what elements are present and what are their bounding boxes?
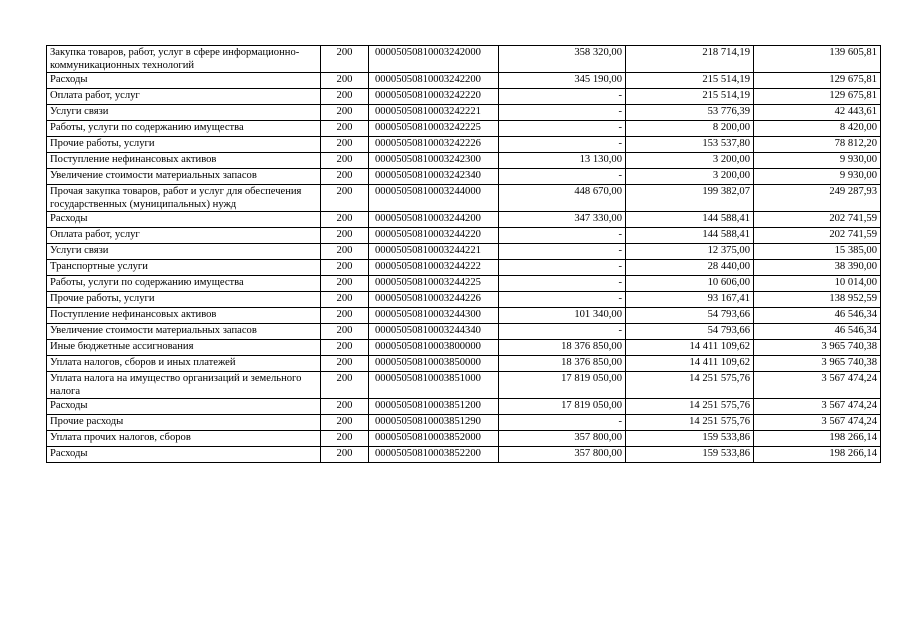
table-row <box>47 73 881 89</box>
cell-approved-amount: - <box>499 292 626 308</box>
table-row <box>47 46 881 73</box>
cell-line-code: 200 <box>321 415 369 431</box>
cell-line-code: 200 <box>321 399 369 415</box>
cell-budget-classification-code: 00005050810003852000 <box>369 431 499 447</box>
cell-expense-name: Услуги связи <box>47 244 321 260</box>
cell-approved-amount: 17 819 050,00 <box>499 399 626 415</box>
cell-expense-name: Работы, услуги по содержанию имущества <box>47 276 321 292</box>
cell-line-code: 200 <box>321 89 369 105</box>
table-row <box>47 153 881 169</box>
cell-line-code: 200 <box>321 447 369 463</box>
cell-unexecuted-amount: 129 675,81 <box>754 73 881 89</box>
cell-expense-name: Прочие расходы <box>47 415 321 431</box>
table-row <box>47 212 881 228</box>
cell-expense-name: Оплата работ, услуг <box>47 89 321 105</box>
cell-expense-name: Закупка товаров, работ, услуг в сфере информационно-коммуникационных технологий <box>47 46 321 73</box>
cell-unexecuted-amount: 8 420,00 <box>754 121 881 137</box>
cell-executed-amount: 12 375,00 <box>626 244 754 260</box>
cell-approved-amount: - <box>499 105 626 121</box>
cell-budget-classification-code: 00005050810003242220 <box>369 89 499 105</box>
table-row <box>47 447 881 463</box>
cell-executed-amount: 153 537,80 <box>626 137 754 153</box>
cell-expense-name: Поступление нефинансовых активов <box>47 153 321 169</box>
cell-executed-amount: 53 776,39 <box>626 105 754 121</box>
table-row <box>47 356 881 372</box>
cell-approved-amount: 357 800,00 <box>499 447 626 463</box>
cell-line-code: 200 <box>321 276 369 292</box>
cell-budget-classification-code: 00005050810003244220 <box>369 228 499 244</box>
cell-expense-name: Прочая закупка товаров, работ и услуг для обеспечения государственных (муниципальных) нужд <box>47 185 321 212</box>
cell-line-code: 200 <box>321 340 369 356</box>
cell-budget-classification-code: 00005050810003800000 <box>369 340 499 356</box>
cell-unexecuted-amount: 3 965 740,38 <box>754 356 881 372</box>
cell-executed-amount: 3 200,00 <box>626 153 754 169</box>
cell-unexecuted-amount: 9 930,00 <box>754 153 881 169</box>
budget-table-page <box>46 45 880 463</box>
cell-line-code: 200 <box>321 308 369 324</box>
cell-unexecuted-amount: 15 385,00 <box>754 244 881 260</box>
cell-unexecuted-amount: 138 952,59 <box>754 292 881 308</box>
table-row <box>47 121 881 137</box>
table-row <box>47 260 881 276</box>
cell-expense-name: Уплата налога на имущество организаций и земельного налога <box>47 372 321 399</box>
cell-approved-amount: - <box>499 137 626 153</box>
cell-line-code: 200 <box>321 137 369 153</box>
table-row <box>47 105 881 121</box>
cell-budget-classification-code: 00005050810003242225 <box>369 121 499 137</box>
cell-approved-amount: - <box>499 89 626 105</box>
cell-expense-name: Прочие работы, услуги <box>47 137 321 153</box>
table-row <box>47 276 881 292</box>
cell-line-code: 200 <box>321 372 369 399</box>
cell-unexecuted-amount: 3 567 474,24 <box>754 415 881 431</box>
cell-executed-amount: 218 714,19 <box>626 46 754 73</box>
cell-line-code: 200 <box>321 105 369 121</box>
cell-line-code: 200 <box>321 212 369 228</box>
cell-unexecuted-amount: 10 014,00 <box>754 276 881 292</box>
cell-line-code: 200 <box>321 46 369 73</box>
cell-expense-name: Иные бюджетные ассигнования <box>47 340 321 356</box>
table-row <box>47 372 881 399</box>
cell-budget-classification-code: 00005050810003850000 <box>369 356 499 372</box>
cell-budget-classification-code: 00005050810003244222 <box>369 260 499 276</box>
table-body <box>47 46 881 463</box>
cell-line-code: 200 <box>321 73 369 89</box>
cell-unexecuted-amount: 202 741,59 <box>754 212 881 228</box>
table-row <box>47 324 881 340</box>
cell-budget-classification-code: 00005050810003244300 <box>369 308 499 324</box>
cell-budget-classification-code: 00005050810003242000 <box>369 46 499 73</box>
cell-expense-name: Расходы <box>47 447 321 463</box>
cell-unexecuted-amount: 202 741,59 <box>754 228 881 244</box>
cell-line-code: 200 <box>321 244 369 260</box>
cell-unexecuted-amount: 46 546,34 <box>754 308 881 324</box>
cell-line-code: 200 <box>321 260 369 276</box>
cell-expense-name: Услуги связи <box>47 105 321 121</box>
cell-expense-name: Расходы <box>47 212 321 228</box>
cell-budget-classification-code: 00005050810003244226 <box>369 292 499 308</box>
cell-executed-amount: 144 588,41 <box>626 228 754 244</box>
cell-unexecuted-amount: 3 567 474,24 <box>754 399 881 415</box>
budget-execution-table <box>46 45 881 463</box>
cell-budget-classification-code: 00005050810003244225 <box>369 276 499 292</box>
cell-budget-classification-code: 00005050810003242340 <box>369 169 499 185</box>
cell-budget-classification-code: 00005050810003244200 <box>369 212 499 228</box>
cell-approved-amount: 347 330,00 <box>499 212 626 228</box>
cell-budget-classification-code: 00005050810003242300 <box>369 153 499 169</box>
cell-approved-amount: 18 376 850,00 <box>499 356 626 372</box>
table-row <box>47 244 881 260</box>
cell-budget-classification-code: 00005050810003242221 <box>369 105 499 121</box>
table-row <box>47 89 881 105</box>
cell-approved-amount: 448 670,00 <box>499 185 626 212</box>
cell-executed-amount: 14 251 575,76 <box>626 399 754 415</box>
cell-approved-amount: 101 340,00 <box>499 308 626 324</box>
cell-approved-amount: 13 130,00 <box>499 153 626 169</box>
cell-approved-amount: 17 819 050,00 <box>499 372 626 399</box>
cell-budget-classification-code: 00005050810003244340 <box>369 324 499 340</box>
cell-approved-amount: - <box>499 228 626 244</box>
cell-approved-amount: 18 376 850,00 <box>499 340 626 356</box>
cell-line-code: 200 <box>321 228 369 244</box>
cell-unexecuted-amount: 9 930,00 <box>754 169 881 185</box>
cell-expense-name: Расходы <box>47 399 321 415</box>
table-row <box>47 228 881 244</box>
cell-executed-amount: 144 588,41 <box>626 212 754 228</box>
cell-unexecuted-amount: 3 965 740,38 <box>754 340 881 356</box>
cell-executed-amount: 93 167,41 <box>626 292 754 308</box>
cell-unexecuted-amount: 129 675,81 <box>754 89 881 105</box>
table-row <box>47 399 881 415</box>
cell-line-code: 200 <box>321 431 369 447</box>
table-row <box>47 431 881 447</box>
cell-line-code: 200 <box>321 153 369 169</box>
cell-unexecuted-amount: 38 390,00 <box>754 260 881 276</box>
cell-executed-amount: 159 533,86 <box>626 431 754 447</box>
cell-approved-amount: - <box>499 244 626 260</box>
cell-approved-amount: - <box>499 260 626 276</box>
cell-unexecuted-amount: 78 812,20 <box>754 137 881 153</box>
cell-approved-amount: - <box>499 121 626 137</box>
table-row <box>47 292 881 308</box>
cell-line-code: 200 <box>321 292 369 308</box>
cell-line-code: 200 <box>321 185 369 212</box>
cell-approved-amount: - <box>499 276 626 292</box>
cell-unexecuted-amount: 139 605,81 <box>754 46 881 73</box>
cell-approved-amount: 345 190,00 <box>499 73 626 89</box>
cell-executed-amount: 14 411 109,62 <box>626 340 754 356</box>
cell-budget-classification-code: 00005050810003242200 <box>369 73 499 89</box>
cell-expense-name: Увеличение стоимости материальных запасов <box>47 169 321 185</box>
cell-unexecuted-amount: 249 287,93 <box>754 185 881 212</box>
table-row <box>47 308 881 324</box>
cell-expense-name: Уплата налогов, сборов и иных платежей <box>47 356 321 372</box>
cell-budget-classification-code: 00005050810003242226 <box>369 137 499 153</box>
cell-executed-amount: 215 514,19 <box>626 73 754 89</box>
cell-expense-name: Работы, услуги по содержанию имущества <box>47 121 321 137</box>
cell-approved-amount: - <box>499 415 626 431</box>
cell-unexecuted-amount: 46 546,34 <box>754 324 881 340</box>
cell-executed-amount: 14 411 109,62 <box>626 356 754 372</box>
cell-expense-name: Оплата работ, услуг <box>47 228 321 244</box>
cell-approved-amount: 357 800,00 <box>499 431 626 447</box>
cell-line-code: 200 <box>321 169 369 185</box>
cell-expense-name: Транспортные услуги <box>47 260 321 276</box>
cell-executed-amount: 215 514,19 <box>626 89 754 105</box>
cell-executed-amount: 8 200,00 <box>626 121 754 137</box>
cell-budget-classification-code: 00005050810003852200 <box>369 447 499 463</box>
table-row <box>47 137 881 153</box>
cell-executed-amount: 10 606,00 <box>626 276 754 292</box>
cell-approved-amount: - <box>499 324 626 340</box>
cell-unexecuted-amount: 198 266,14 <box>754 431 881 447</box>
cell-budget-classification-code: 00005050810003851200 <box>369 399 499 415</box>
cell-executed-amount: 159 533,86 <box>626 447 754 463</box>
cell-budget-classification-code: 00005050810003244221 <box>369 244 499 260</box>
cell-approved-amount: - <box>499 169 626 185</box>
table-row <box>47 185 881 212</box>
table-row <box>47 415 881 431</box>
cell-expense-name: Прочие работы, услуги <box>47 292 321 308</box>
cell-line-code: 200 <box>321 324 369 340</box>
cell-unexecuted-amount: 198 266,14 <box>754 447 881 463</box>
cell-executed-amount: 199 382,07 <box>626 185 754 212</box>
cell-budget-classification-code: 00005050810003244000 <box>369 185 499 212</box>
table-row <box>47 169 881 185</box>
cell-expense-name: Уплата прочих налогов, сборов <box>47 431 321 447</box>
cell-executed-amount: 3 200,00 <box>626 169 754 185</box>
cell-budget-classification-code: 00005050810003851000 <box>369 372 499 399</box>
cell-line-code: 200 <box>321 356 369 372</box>
cell-executed-amount: 54 793,66 <box>626 324 754 340</box>
cell-unexecuted-amount: 42 443,61 <box>754 105 881 121</box>
cell-expense-name: Расходы <box>47 73 321 89</box>
cell-line-code: 200 <box>321 121 369 137</box>
cell-approved-amount: 358 320,00 <box>499 46 626 73</box>
cell-budget-classification-code: 00005050810003851290 <box>369 415 499 431</box>
cell-expense-name: Поступление нефинансовых активов <box>47 308 321 324</box>
cell-unexecuted-amount: 3 567 474,24 <box>754 372 881 399</box>
cell-executed-amount: 54 793,66 <box>626 308 754 324</box>
cell-executed-amount: 14 251 575,76 <box>626 372 754 399</box>
cell-executed-amount: 28 440,00 <box>626 260 754 276</box>
table-row <box>47 340 881 356</box>
cell-expense-name: Увеличение стоимости материальных запасов <box>47 324 321 340</box>
cell-executed-amount: 14 251 575,76 <box>626 415 754 431</box>
